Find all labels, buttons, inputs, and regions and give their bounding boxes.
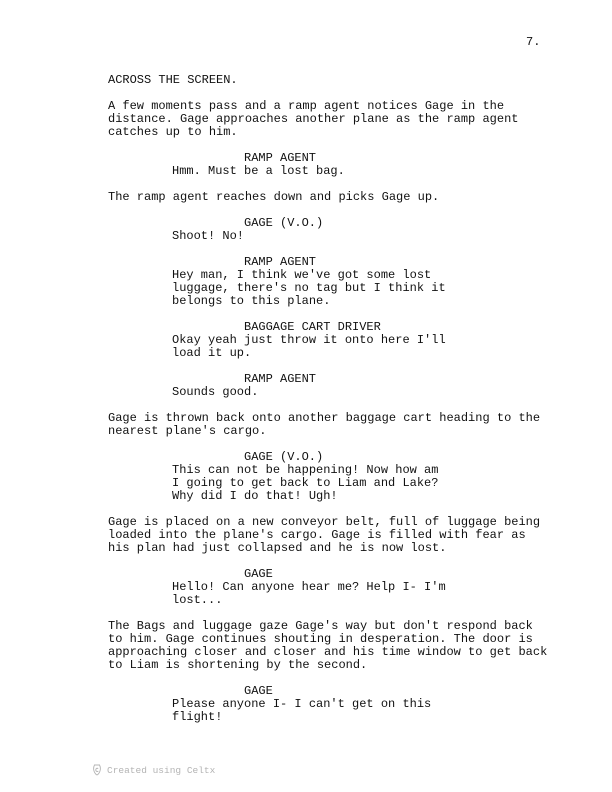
character-name: RAMP AGENT bbox=[244, 372, 317, 386]
dialogue-block bbox=[108, 581, 558, 607]
action-block bbox=[108, 620, 558, 672]
dialogue-line: flight! bbox=[172, 710, 223, 724]
dialogue-block bbox=[108, 334, 558, 360]
action-line: to Liam is shortening by the second. bbox=[108, 658, 368, 672]
dialogue-block bbox=[108, 386, 558, 399]
dialogue-line: Okay yeah just throw it onto here I'll bbox=[172, 333, 446, 347]
dialogue-line: Sounds good. bbox=[172, 385, 259, 399]
footer bbox=[92, 763, 215, 777]
footer-text: Created using Celtx bbox=[107, 764, 216, 776]
dialogue-block bbox=[108, 464, 558, 503]
dialogue-line: This can not be happening! Now how am bbox=[172, 463, 439, 477]
action-line: nearest plane's cargo. bbox=[108, 424, 267, 438]
action-line: Gage is placed on a new conveyor belt, full of luggage being bbox=[108, 515, 541, 529]
action-line: his plan had just collapsed and he is now lost. bbox=[108, 541, 447, 555]
dialogue-line: Hey man, I think we've got some lost bbox=[172, 268, 432, 282]
action-block bbox=[108, 191, 558, 204]
dialogue-line: Please anyone I- I can't get on this bbox=[172, 697, 432, 711]
dialogue-line: Hmm. Must be a lost bag. bbox=[172, 164, 345, 178]
action-block bbox=[108, 100, 558, 139]
action-line: A few moments pass and a ramp agent notices Gage in the bbox=[108, 99, 505, 113]
dialogue-line: load it up. bbox=[172, 346, 252, 360]
dialogue-block bbox=[108, 230, 558, 243]
action-line: ACROSS THE SCREEN. bbox=[108, 73, 238, 87]
action-line: distance. Gage approaches another plane as the ramp agent bbox=[108, 112, 519, 126]
action-line: loaded into the plane's cargo. Gage is filled with fear as bbox=[108, 528, 526, 542]
dialogue-line: lost... bbox=[172, 593, 223, 607]
action-line: The Bags and luggage gaze Gage's way but don't respond back bbox=[108, 619, 533, 633]
dialogue-line: luggage, there's no tag but I think it bbox=[172, 281, 446, 295]
dialogue-line: Why did I do that! Ugh! bbox=[172, 489, 338, 503]
action-line: Gage is thrown back onto another baggage cart heading to the bbox=[108, 411, 541, 425]
character-name: GAGE bbox=[244, 684, 273, 698]
dialogue-line: belongs to this plane. bbox=[172, 294, 331, 308]
action-line: approaching closer and closer and his time window to get back bbox=[108, 645, 548, 659]
dialogue-line: Shoot! No! bbox=[172, 229, 245, 243]
dialogue-line: I going to get back to Liam and Lake? bbox=[172, 476, 439, 490]
celtx-logo-icon bbox=[92, 764, 102, 776]
character-name: GAGE (V.O.) bbox=[244, 450, 324, 464]
action-block bbox=[108, 74, 558, 87]
action-line: to him. Gage continues shouting in desperation. The door is bbox=[108, 632, 533, 646]
character-name: RAMP AGENT bbox=[244, 255, 317, 269]
action-line: catches up to him. bbox=[108, 125, 238, 139]
page-number: 7. bbox=[526, 35, 541, 49]
character-name: GAGE (V.O.) bbox=[244, 216, 324, 230]
action-block bbox=[108, 412, 558, 438]
screenplay-body bbox=[108, 74, 558, 724]
character-name: RAMP AGENT bbox=[244, 151, 317, 165]
character-name: GAGE bbox=[244, 567, 273, 581]
dialogue-block bbox=[108, 698, 558, 724]
action-block bbox=[108, 516, 558, 555]
dialogue-block bbox=[108, 165, 558, 178]
dialogue-line: Hello! Can anyone hear me? Help I- I'm bbox=[172, 580, 446, 594]
action-line: The ramp agent reaches down and picks Gage up. bbox=[108, 190, 440, 204]
dialogue-block bbox=[108, 269, 558, 308]
character-name: BAGGAGE CART DRIVER bbox=[244, 320, 381, 334]
